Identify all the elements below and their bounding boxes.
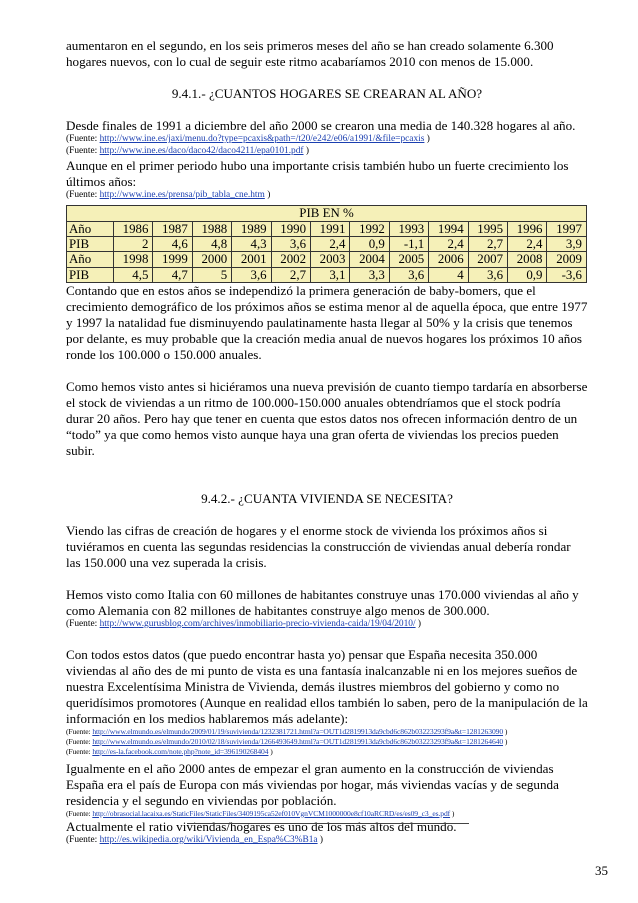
pib-table [66, 205, 587, 282]
source-citation: (Fuente: http://www.ine.es/prensa/pib_tabla_cne.htm ) [66, 189, 271, 200]
row-label: Año [67, 221, 114, 236]
paragraph-stock-viviendas: Como hemos visto antes si hiciéramos una nueva previsión de cuanto tiempo tardaría en absorberse el stock de viviendas a un ritmo de 100.000-150.000 anuales obtendríamos que el stock podría durar 20 años. Pero hay que tener en cuenta que estos datos nos ofrecen información dentro de un “todo” ya que como hemos visto aunque haya una gran oferta de viviendas los precios pueden subir. [66, 378, 588, 458]
source-citation: (Fuente: http://obrasocial.lacaixa.es/StaticFiles/StaticFiles/3409195ca52ef010VgnVCM1000000e8cf10aRCRD/es/es09_c3_es.pdf ) [66, 808, 455, 818]
source-citation: (Fuente: http://www.gurusblog.com/archives/inmobiliario-precio-vivienda-caida/19/04/2010/ ) [66, 618, 422, 629]
source-citation: (Fuente: http://www.elmundo.es/elmundo/2009/01/19/suvivienda/1232381721.html?a=OUT1d2819913da9cbd6c862b03223293f9a&t=1281263090 ) [66, 726, 508, 736]
year-cell: 2009 [547, 252, 587, 267]
pib-cell: 0,9 [508, 267, 547, 282]
row-label: PIB [67, 267, 114, 282]
year-cell: 1996 [508, 221, 547, 236]
year-cell: 1986 [114, 221, 153, 236]
source-link[interactable]: http://es-la.facebook.com/note.php?note_id=396190268404 [92, 746, 269, 756]
year-cell: 1990 [271, 221, 310, 236]
year-cell: 2008 [508, 252, 547, 267]
page-number: 35 [595, 863, 608, 878]
source-link[interactable]: http://obrasocial.lacaixa.es/StaticFiles/StaticFiles/3409195ca52ef010VgnVCM1000000e8cf10aRCRD/es/es09_c3_es.pdf [92, 808, 451, 818]
year-cell: 1993 [389, 221, 428, 236]
pib-cell: -1,1 [389, 236, 428, 251]
pib-cell: 3,6 [389, 267, 428, 282]
source-citation: (Fuente: http://es.wikipedia.org/wiki/Vivienda_en_Espa%C3%B1a ) [66, 835, 324, 846]
year-cell: 2001 [232, 252, 271, 267]
pib-cell: -3,6 [547, 267, 587, 282]
pib-row-years-2 [67, 252, 587, 267]
pib-cell: 4,6 [153, 236, 192, 251]
pib-cell: 2,4 [508, 236, 547, 251]
year-cell: 1992 [350, 221, 389, 236]
pib-row-years-1 [67, 221, 587, 236]
source-link[interactable]: http://www.elmundo.es/elmundo/2009/01/19/suvivienda/1232381721.html?a=OUT1d2819913da9cbd6c862b03223293f9a&t=1281263090 [92, 726, 504, 736]
pib-table-title: PIB EN % [67, 206, 587, 221]
year-cell: 2003 [311, 252, 350, 267]
year-cell: 1988 [192, 221, 231, 236]
source-citation: (Fuente: http://www.ine.es/jaxi/menu.do?type=pcaxis&path=/t20/e242/e06/a1991/&file=pcaxis ) [66, 134, 430, 144]
year-cell: 2005 [389, 252, 428, 267]
pib-cell: 2 [114, 236, 153, 251]
year-cell: 2000 [192, 252, 231, 267]
year-cell: 1989 [232, 221, 271, 236]
section-heading-hogares: 9.4.1.- ¿CUANTOS HOGARES SE CREARAN AL AÑO? [171, 86, 483, 101]
pib-cell: 3,6 [468, 267, 507, 282]
pib-cell: 3,6 [271, 236, 310, 251]
pib-row-values-1 [67, 236, 587, 251]
paragraph-ratio-viviendas: Actualmente el ratio viviendas/hogares es uno de los más altos del mundo. [66, 819, 457, 835]
year-cell: 2006 [429, 252, 468, 267]
year-cell: 2002 [271, 252, 310, 267]
year-cell: 2004 [350, 252, 389, 267]
paragraph-cifras-hogares: Viendo las cifras de creación de hogares y el enorme stock de vivienda los próximos años si tuviéramos en cuenta las segundas residencias la construcción de viviendas anual debería rondar las 150.000 una vez superada la crisis. [66, 522, 571, 570]
document-page [66, 38, 588, 847]
source-citation: (Fuente: http://www.elmundo.es/elmundo/2010/02/18/suvivienda/1266493649.html?a=OUT1d2819913da9cbd6c862b03223293f9a&t=1281264640 ) [66, 736, 508, 746]
pib-cell: 4,5 [114, 267, 153, 282]
year-cell: 1994 [429, 221, 468, 236]
pib-cell: 5 [192, 267, 231, 282]
year-cell: 1991 [311, 221, 350, 236]
source-link[interactable]: http://es.wikipedia.org/wiki/Vivienda_en_Espa%C3%B1a [99, 835, 318, 846]
row-label: PIB [67, 236, 114, 251]
pib-cell: 2,7 [468, 236, 507, 251]
pib-cell: 4,3 [232, 236, 271, 251]
pib-cell: 0,9 [350, 236, 389, 251]
source-link[interactable]: http://www.ine.es/daco/daco42/daco4211/epa0101.pdf [99, 145, 304, 156]
paragraph-ano-2000: Igualmente en el año 2000 antes de empezar el gran aumento en la construcción de viviendas España era el país de Europa con más viviendas por hogar, más viviendas vacías y de segunda residencia y el segundo en viviendas por población. [66, 760, 559, 808]
divider-line [187, 823, 469, 824]
pib-cell: 4,8 [192, 236, 231, 251]
pib-cell: 3,6 [232, 267, 271, 282]
section-heading-vivienda: 9.4.2.- ¿CUANTA VIVIENDA SE NECESITA? [201, 490, 453, 506]
pib-cell: 2,7 [271, 267, 310, 282]
year-cell: 1999 [153, 252, 192, 267]
paragraph-baby-boomers: Contando que en estos años se independizó la primera generación de baby-bomers, que el crecimiento demográfico de los próximos años se estima menor al de aquella época, que entre 1977 y 1997 la natalidad fue disminuyendo paulatinamente hasta llegar al 50% y la crisis que tenemos por delante, es muy probable que la creación media anual de nuevos hogares los próximos 10 años ronde los 100.000 o 150.000 anuales. [66, 282, 588, 362]
pib-cell: 3,3 [350, 267, 389, 282]
year-cell: 2007 [468, 252, 507, 267]
row-label: Año [67, 252, 114, 267]
paragraph-350000-viviendas: Con todos estos datos (que puedo encontrar hasta yo) pensar que España necesita 350.000 viviendas al año des de mi punto de vista es una fantasía inalcanzable ni en los mejores sueños de nuestra Excelentísima Ministra de Vivienda, demás ilustres miembros del gobierno y como no queridísimos promotores (Aunque en realidad ellos también lo saben, pero de la manipulación de la información en los medios hablaremos más adelante): [66, 646, 588, 726]
pib-cell: 4,7 [153, 267, 192, 282]
source-link[interactable]: http://www.gurusblog.com/archives/inmobiliario-precio-vivienda-caida/19/04/2010/ [99, 618, 416, 629]
intro-paragraph: aumentaron en el segundo, en los seis primeros meses del año se han creado solamente 6.300 hogares nuevos, con lo cual de seguir este ritmo acabaríamos 2010 con menos de 15.000. [66, 38, 554, 69]
pib-cell: 3,9 [547, 236, 587, 251]
pib-cell: 2,4 [311, 236, 350, 251]
source-link[interactable]: http://www.ine.es/prensa/pib_tabla_cne.htm [99, 189, 265, 200]
pib-cell: 4 [429, 267, 468, 282]
pib-row-values-2 [67, 267, 587, 282]
year-cell: 1995 [468, 221, 507, 236]
paragraph-italia-alemania: Hemos visto como Italia con 60 millones de habitantes construye unas 170.000 viviendas al año y como Alemania con 82 millones de habitantes construye algo menos de 300.000. [66, 586, 579, 618]
pib-cell: 2,4 [429, 236, 468, 251]
source-link[interactable]: http://www.ine.es/jaxi/menu.do?type=pcaxis&path=/t20/e242/e06/a1991/&file=pcaxis [99, 134, 425, 144]
source-link[interactable]: http://www.elmundo.es/elmundo/2010/02/18/suvivienda/1266493649.html?a=OUT1d2819913da9cbd6c862b03223293f9a&t=1281264640 [92, 736, 504, 746]
year-cell: 1997 [547, 221, 587, 236]
paragraph-crisis: Aunque en el primer periodo hubo una importante crisis también hubo un fuerte crecimiento los últimos años: [66, 157, 569, 189]
source-citation: (Fuente: http://www.ine.es/daco/daco42/daco4211/epa0101.pdf ) [66, 145, 309, 156]
paragraph-media-hogares: Desde finales de 1991 a diciembre del año 2000 se crearon una media de 140.328 hogares al año. [66, 118, 576, 133]
year-cell: 1998 [114, 252, 153, 267]
source-citation: (Fuente: http://es-la.facebook.com/note.php?note_id=396190268404 ) [66, 746, 273, 756]
pib-cell: 3,1 [311, 267, 350, 282]
year-cell: 1987 [153, 221, 192, 236]
